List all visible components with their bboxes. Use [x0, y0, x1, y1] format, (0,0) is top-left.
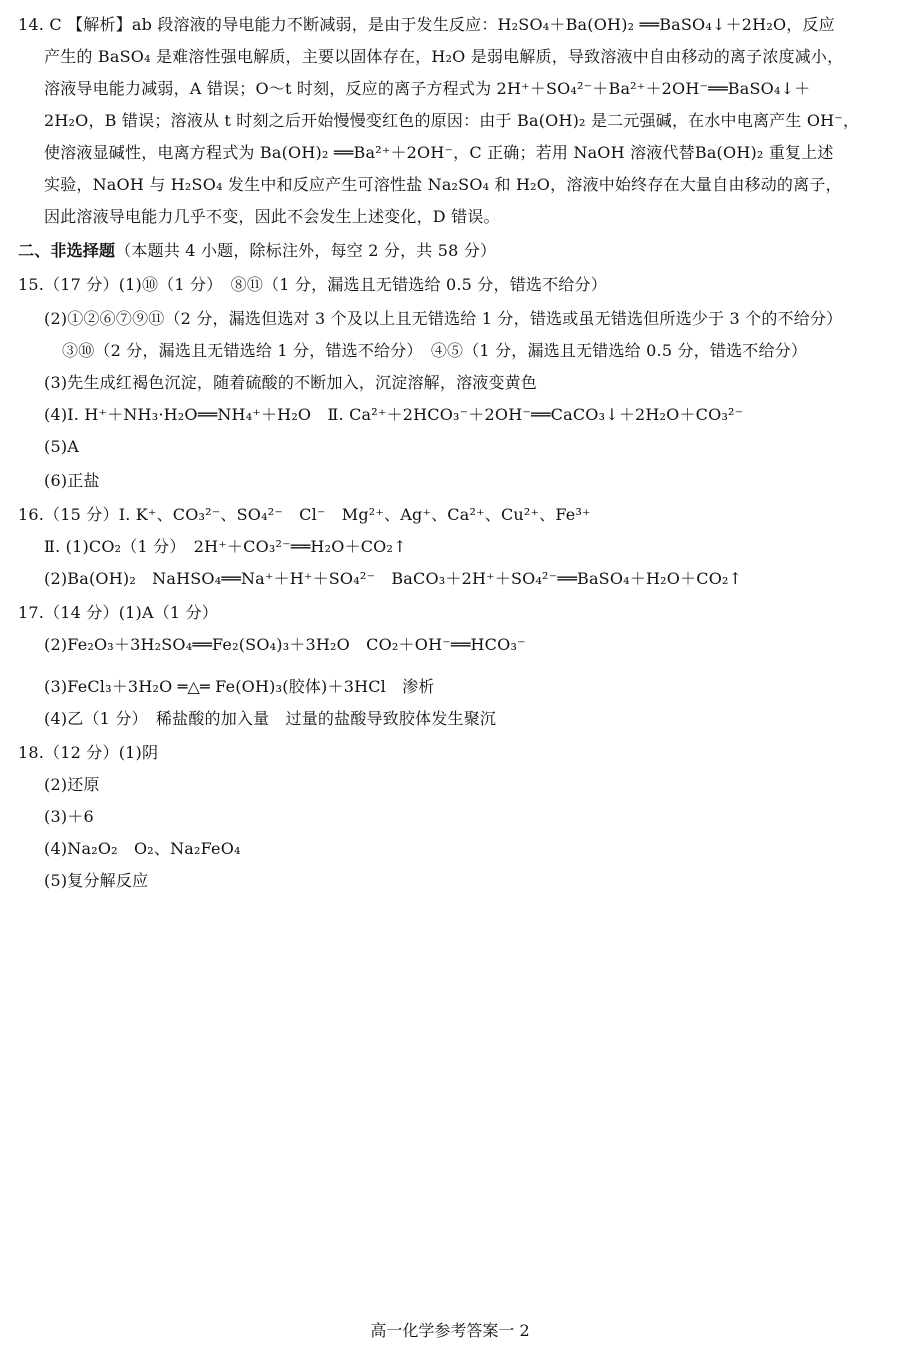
q18-line-1: 18.（12 分）(1)阴 — [18, 743, 159, 762]
q17-line-4: (4)乙（1 分） 稀盐酸的加入量 过量的盐酸导致胶体发生聚沉 — [44, 709, 497, 728]
page-footer: 高一化学参考答案一 2 — [370, 1321, 530, 1340]
q15-line-5: (4)Ⅰ. H⁺＋NH₃·H₂O══NH₄⁺＋H₂O Ⅱ. Ca²⁺＋2HCO₃⁻＋2OH⁻══CaCO₃↓＋2H₂O＋CO₃²⁻ — [44, 405, 744, 424]
q16-line-1: 16.（15 分）Ⅰ. K⁺、CO₃²⁻、SO₄²⁻ Cl⁻ Mg²⁺、Ag⁺、Ca²⁺、Cu²⁺、Fe³⁺ — [18, 505, 591, 524]
q18-line-3: (3)＋6 — [44, 807, 94, 826]
section2-note: （本题共 4 小题，除标注外，每空 2 分，共 58 分） — [115, 241, 497, 260]
q16-line-3: (2)Ba(OH)₂ NaHSO₄══Na⁺＋H⁺＋SO₄²⁻ BaCO₃＋2H⁺＋SO₄²⁻══BaSO₄＋H₂O＋CO₂↑ — [44, 569, 743, 588]
q15-line-3: ③⑩（2 分，漏选且无错选给 1 分，错选不给分） ④⑤（1 分，漏选且无错选给 0.5 分，错选不给分） — [62, 341, 808, 360]
q17-line-2: (2)Fe₂O₃＋3H₂SO₄══Fe₂(SO₄)₃＋3H₂O CO₂＋OH⁻══HCO₃⁻ — [44, 635, 526, 654]
q14-line-6: 实验，NaOH 与 H₂SO₄ 发生中和反应产生可溶性盐 Na₂SO₄ 和 H₂O，溶液中始终存在大量自由移动的离子， — [44, 175, 842, 194]
q14-line-7: 因此溶液导电能力几乎不变，因此不会发生上述变化，D 错误。 — [44, 207, 500, 226]
section2-title: 二、非选择题 — [18, 241, 116, 260]
q14-line-5: 使溶液显碱性，电离方程式为 Ba(OH)₂ ══Ba²⁺＋2OH⁻，C 正确；若用 NaOH 溶液代替Ba(OH)₂ 重复上述 — [44, 143, 834, 162]
q14-line-4: 2H₂O，B 错误；溶液从 t 时刻之后开始慢慢变红色的原因：由于 Ba(OH)₂ 是二元强碱，在水中电离产生 OH⁻， — [44, 111, 860, 130]
q18-line-2: (2)还原 — [44, 775, 100, 794]
section2-heading — [18, 240, 880, 262]
q15-line-1: 15.（17 分）(1)⑩（1 分） ⑧⑪（1 分，漏选且无错选给 0.5 分，错选不给分） — [18, 275, 607, 294]
q14-line-3: 溶液导电能力减弱，A 错误；O～t 时刻，反应的离子方程式为 2H⁺＋SO₄²⁻＋Ba²⁺＋2OH⁻══BaSO₄↓＋ — [44, 79, 811, 98]
q18-line-5: (5)复分解反应 — [44, 871, 149, 890]
q14-line-2: 产生的 BaSO₄ 是难溶性强电解质，主要以固体存在，H₂O 是弱电解质，导致溶液中自由移动的离子浓度减小， — [44, 47, 844, 66]
q16-line-2: Ⅱ. (1)CO₂（1 分） 2H⁺＋CO₃²⁻══H₂O＋CO₂↑ — [44, 537, 407, 556]
q15-line-6: (5)A — [44, 437, 80, 456]
q18-line-4: (4)Na₂O₂ O₂、Na₂FeO₄ — [44, 839, 241, 858]
q15-line-4: (3)先生成红褐色沉淀，随着硫酸的不断加入，沉淀溶解，溶液变黄色 — [44, 373, 538, 392]
q17-line-3: (3)FeCl₃＋3H₂O ═△═ Fe(OH)₃(胶体)＋3HCl 渗析 — [44, 677, 435, 696]
q14-line-1: 14. C 【解析】ab 段溶液的导电能力不断减弱，是由于发生反应：H₂SO₄＋Ba(OH)₂ ══BaSO₄↓＋2H₂O，反应 — [18, 15, 835, 34]
q15-line-7: (6)正盐 — [44, 471, 100, 490]
q17-line-1: 17.（14 分）(1)A（1 分） — [18, 603, 218, 622]
q15-line-2: (2)①②⑥⑦⑨⑪（2 分，漏选但选对 3 个及以上且无错选给 1 分，错选或虽无错选但所选少于 3 个的不给分） — [44, 309, 843, 328]
